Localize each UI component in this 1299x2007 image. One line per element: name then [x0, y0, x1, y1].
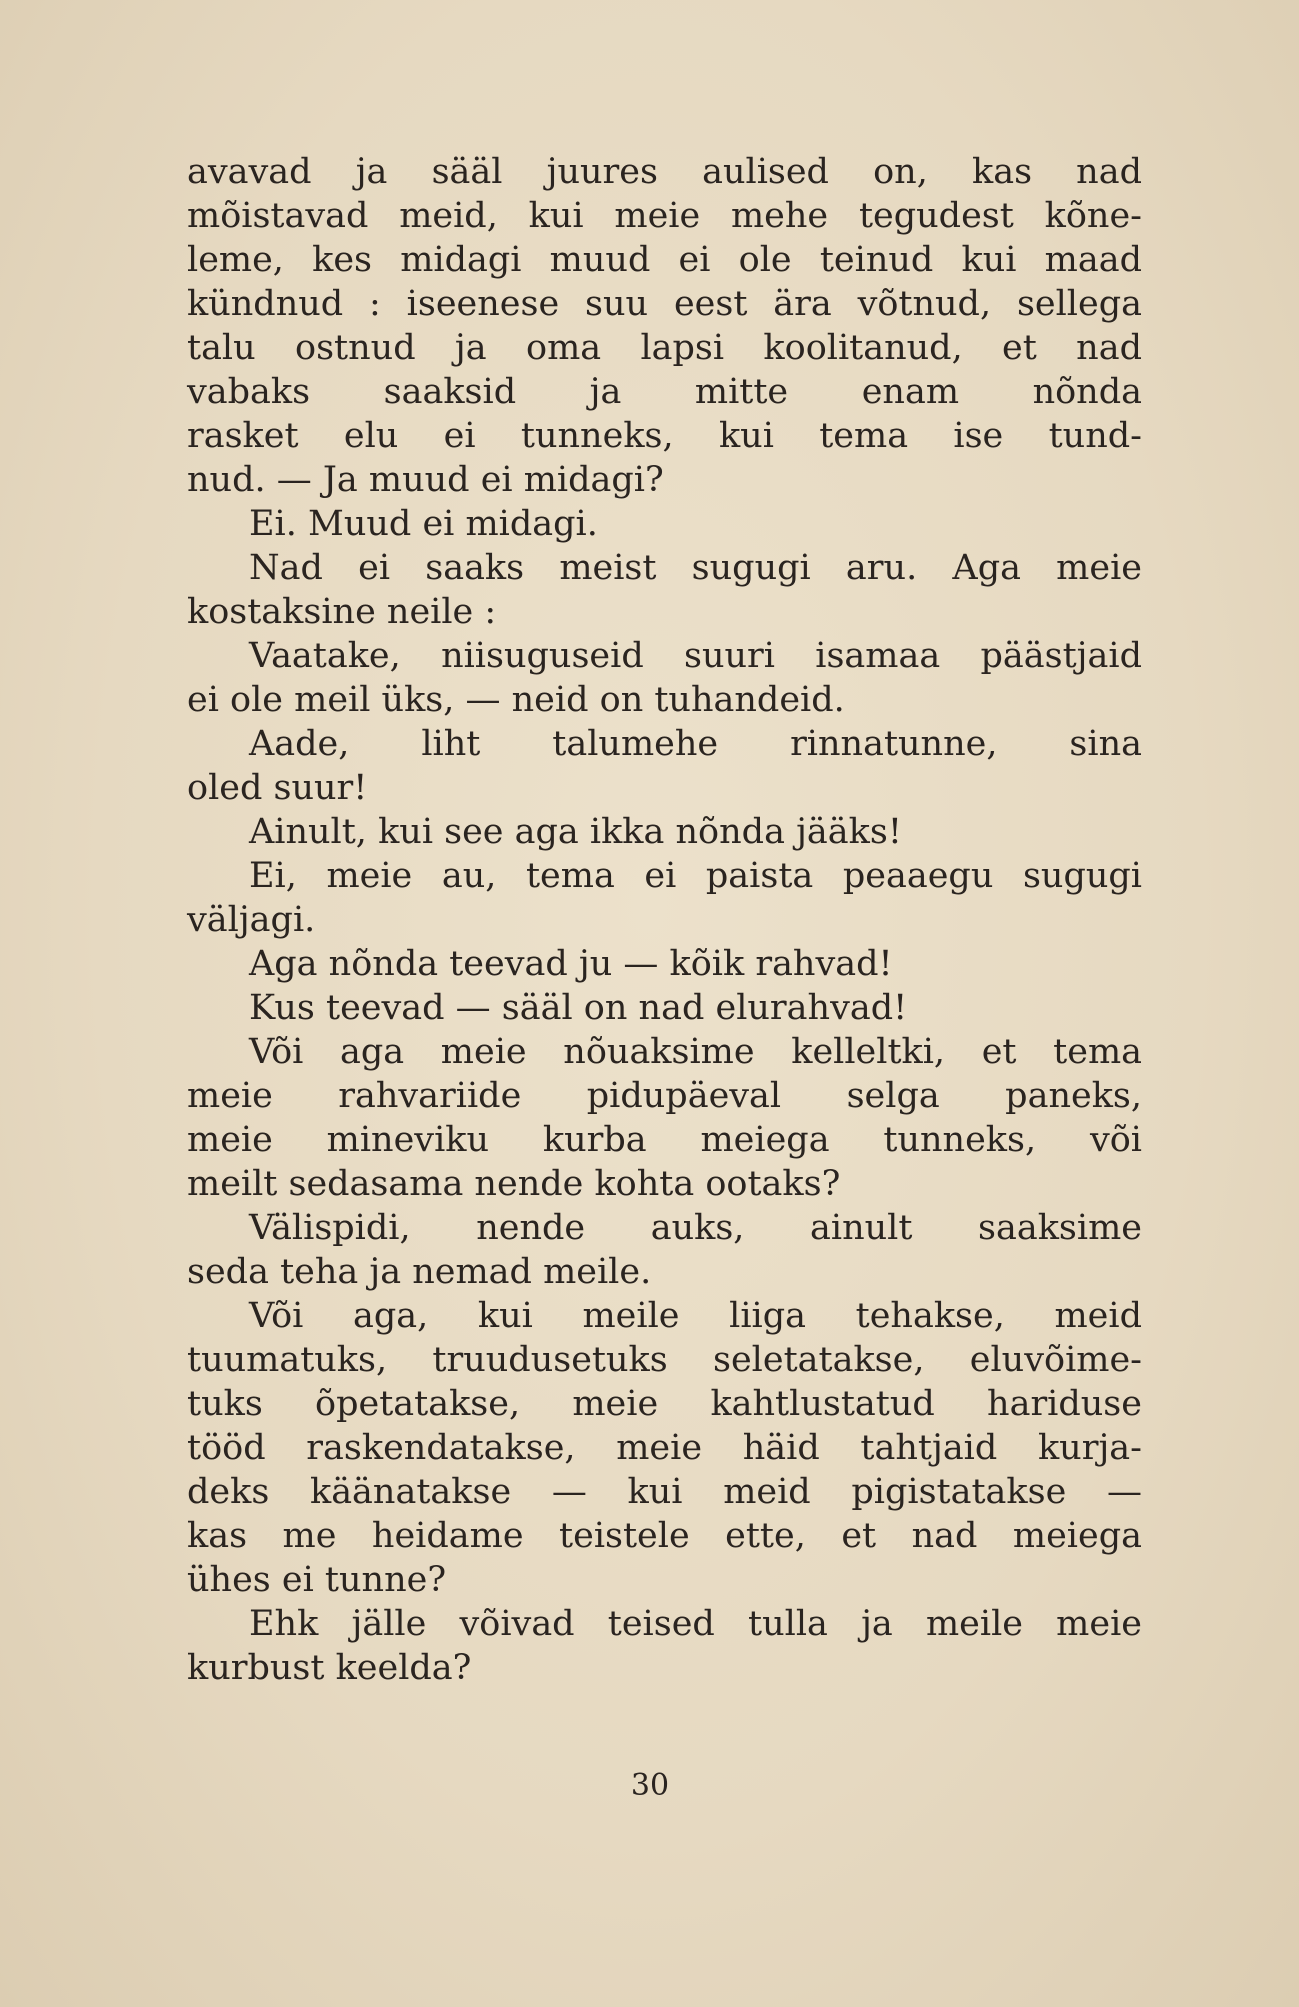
text-line: Ei, meie au, tema ei paista peaaegu sugugi — [249, 856, 1142, 896]
text-line: kurbust keelda? — [187, 1648, 472, 1688]
text-line: meie rahvariide pidupäeval selga paneks, — [187, 1076, 1142, 1116]
text-line: leme, kes midagi muud ei ole teinud kui maad — [187, 240, 1142, 280]
text-line: Või aga, kui meile liiga tehakse, meid — [249, 1296, 1142, 1336]
text-line: Või aga meie nõuaksime kelleltki, et tema — [249, 1032, 1142, 1072]
text-line: Kus teevad — sääl on nad elurahvad! — [249, 988, 908, 1028]
text-line: rasket elu ei tunneks, kui tema ise tund- — [187, 416, 1142, 456]
text-line: nud. — Ja muud ei midagi? — [187, 460, 664, 500]
text-line: vabaks saaksid ja mitte enam nõnda — [187, 372, 1142, 412]
text-line: Ei. Muud ei midagi. — [249, 504, 598, 544]
text-line: tööd raskendatakse, meie häid tahtjaid kurja- — [187, 1428, 1142, 1468]
text-line: mõistavad meid, kui meie mehe tegudest kõne- — [187, 196, 1142, 236]
text-line: Ainult, kui see aga ikka nõnda jääks! — [249, 812, 902, 852]
text-line: kas me heidame teistele ette, et nad meiega — [187, 1516, 1142, 1556]
text-line: avavad ja sääl juures aulised on, kas nad — [187, 152, 1142, 192]
text-line: tuumatuks, truudusetuks seletatakse, eluvõime- — [187, 1340, 1142, 1380]
text-line: Nad ei saaks meist sugugi aru. Aga meie — [249, 548, 1142, 588]
text-line: Välispidi, nende auks, ainult saaksime — [249, 1208, 1142, 1248]
text-line: Aade, liht talumehe rinnatunne, sina — [249, 724, 1142, 764]
text-line: ühes ei tunne? — [187, 1560, 447, 1600]
text-line: deks käänatakse — kui meid pigistatakse — — [187, 1472, 1142, 1512]
text-line: Ehk jälle võivad teised tulla ja meile meie — [249, 1604, 1142, 1644]
text-line: Aga nõnda teevad ju — kõik rahvad! — [249, 944, 893, 984]
text-line: Vaatake, niisuguseid suuri isamaa päästjaid — [249, 636, 1142, 676]
text-line: oled suur! — [187, 768, 368, 808]
text-line: kündnud : iseenese suu eest ära võtnud, sellega — [187, 284, 1142, 324]
text-line: kostaksine neile : — [187, 592, 497, 632]
text-line: tuks õpetatakse, meie kahtlustatud hariduse — [187, 1384, 1142, 1424]
text-line: seda teha ja nemad meile. — [187, 1252, 652, 1292]
text-line: väljagi. — [187, 900, 316, 940]
text-line: ei ole meil üks, — neid on tuhandeid. — [187, 680, 845, 720]
text-line: meie mineviku kurba meiega tunneks, või — [187, 1120, 1142, 1160]
text-line: meilt sedasama nende kohta ootaks? — [187, 1164, 841, 1204]
text-line: talu ostnud ja oma lapsi koolitanud, et nad — [187, 328, 1142, 368]
page-number: 30 — [630, 1768, 670, 1803]
